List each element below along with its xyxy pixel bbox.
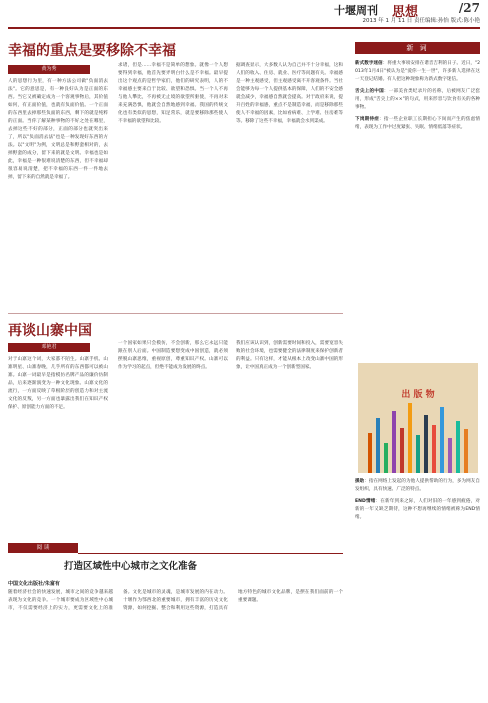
- sidebar-banner: [355, 42, 480, 54]
- sidebar-entry: 下岗期待症：指一些企业职工长期担心下岗而产生的焦虑情绪，表现为工作中过度紧张、失眠、情绪低落等症状。: [355, 117, 480, 130]
- section-name: 思想: [391, 5, 418, 20]
- article1-col3: 据调查显示，大多数人认为自己并不十分幸福，这和人们的收入、住房、就业、医疗等问题有关。幸福感是一种主观感受，但主观感受离不开客观条件。当社会能够为每一个人提供基本的保障，人们的不安全感就会减少，幸福感自然就会提高。对于政府来说，提升百姓的幸福感，重点不是制造幸福，而是移除那些使人不幸福的因素，比如看病难、上学难、住房难等等。移除了这些不幸福，幸福就会水到渠成。: [236, 63, 343, 124]
- magazine-cover-image: [358, 363, 478, 473]
- article1-title: 幸福的重点是要移除不幸福: [8, 43, 176, 59]
- cover-stripe: [456, 421, 460, 473]
- article2-col3: 我们应该认识到，创新需要时间和投入，需要宽容失败的社会环境，也需要健全的法律制度来保护创新者的利益。只有这样，才能从根本上改变山寨中国的形象，让中国真正成为一个创新型国家。: [236, 341, 343, 370]
- article2-author-bar: [8, 343, 90, 352]
- cover-stripe: [464, 429, 468, 473]
- cover-stripe: [432, 425, 436, 473]
- header-rule: [8, 27, 480, 29]
- article2-col2: 一个国家如果只会模仿，不会创新，那么它永远只能跟在别人后面。中国制造要想变成中国创造，就必须摆脱山寨思维，重视原创，尊重知识产权。山寨可以作为学习的起点，但绝不能成为发展的终点。: [118, 341, 228, 370]
- sidebar-text: 指在网络上发起的为他人提供帮助的行为，多为网友自发组织，具有快速、广泛的特点。: [355, 479, 480, 492]
- read-section-title: 打造区域性中心城市之文化准备: [64, 561, 198, 572]
- date-line: 2013 年 1 月 11 日 责任编辑:孙怡 版式:陈小艳: [362, 18, 480, 24]
- cover-stripe: [368, 433, 372, 473]
- article1-author-bar: [8, 65, 90, 74]
- page-header: [0, 0, 488, 28]
- article-divider: [8, 313, 343, 314]
- cover-stripe: [416, 435, 420, 473]
- sidebar-entry: 新式数字迷信：将重大事项安排在谐音吉利的日子。近日，"2013年1月4日"被认为是"爱你一生一世"，许多新人选择在这一天登记结婚。有人把这种现象称为新式数字迷信。: [355, 61, 480, 82]
- cover-stripe: [400, 428, 404, 473]
- read-section-body-wrap: [8, 580, 343, 698]
- sidebar-text: 在新年到来之际，人们对旧的一年感到疲倦，对新的一年又缺乏期待，这种不想再继续的情绪被称为END情绪。: [355, 499, 480, 520]
- magazine-label: 出 版 物: [401, 390, 435, 400]
- sidebar-entry: 舌尖上的中国：一部美食类纪录片的名称，后被网友广泛套用，形成"舌尖上的××"的句式，用来形容与饮食有关的各种事物。: [355, 89, 480, 110]
- read-section-body: 随着经济社会的快速发展，城市之间的竞争越来越表现为文化的竞争。一个城市要成为区域性中心城市，不仅需要经济上的实力，更需要文化上的准备。文化是城市的灵魂，是城市发展的内在动力。十堰作为鄂西北的重要城市，拥有丰富的历史文化资源，如何挖掘、整合和利用这些资源，打造具有地方特色的城市文化品牌，是摆在我们面前的一个重要课题。: [8, 590, 343, 611]
- sidebar-term: 舌尖上的中国: [355, 89, 384, 94]
- article2-title: 再谈山寨中国: [8, 323, 92, 339]
- sidebar-entry: END情绪：在新年到来之际，人们对旧的一年感到疲倦，对新的一年又缺乏期待，这种不想再继续的情绪被称为END情绪。: [355, 499, 480, 520]
- sidebar-entry: 援助：指在网络上发起的为他人提供帮助的行为，多为网友自发组织，具有快速、广泛的特点。: [355, 479, 480, 492]
- article2-author: 邓艳君: [41, 344, 57, 350]
- cover-stripe: [376, 418, 380, 473]
- sidebar-term: 援助: [355, 479, 365, 484]
- sidebar-term: 新式数字迷信: [355, 61, 383, 66]
- sidebar-term: END情绪: [355, 499, 376, 504]
- sidebar-text: 一部美食类纪录片的名称，后被网友广泛套用，形成"舌尖上的××"的句式，用来形容与饮食有关的各种事物。: [355, 89, 480, 110]
- read-section-rule: [78, 553, 343, 554]
- sidebar-text: 指一些企业职工长期担心下岗而产生的焦虑情绪，表现为工作中过度紧张、失眠、情绪低落等症状。: [355, 117, 480, 130]
- article2-col1: 对于山寨这个词，大家都不陌生。山寨手机、山寨明星、山寨春晚，几乎所有的东西都可以被山寨。山寨一词最早是指模仿名牌产品的廉价仿制品，后来逐渐演变为一种文化现象。山寨文化的流行，一方面反映了草根阶层的创造力和对主流文化的反叛，另一方面也暴露出我们在知识产权保护、原创能力方面的不足。: [8, 357, 108, 410]
- cover-stripe: [384, 443, 388, 473]
- cover-stripe: [392, 411, 396, 473]
- sidebar-entries-bottom: [355, 478, 480, 698]
- article1-author: 黄为秀: [41, 66, 57, 72]
- cover-stripe: [448, 438, 452, 473]
- sidebar-label: 新 词: [406, 44, 429, 52]
- sidebar-text: 将重大事项安排在谐音吉利的日子。近日，"2013年1月4日"被认为是"爱你一生一世"，许多新人选择在这一天登记结婚。有人把这种现象称为新式数字迷信。: [355, 61, 480, 82]
- paper-name: 十堰周刊: [334, 4, 378, 17]
- read-section-label: 阅 读: [36, 545, 50, 551]
- sidebar-entries-top: [355, 60, 480, 360]
- sidebar-term: 下岗期待症: [355, 117, 380, 122]
- article1-col1: 人的思想行为里，有一种方法公司做"负面消去法"。它的意思是，有一种良好认为是正面的东西。当它又被确定成为一个客观事物后，其价值如何，有正面价值，也就有负面价值。一个正面的东西里去掉那些负面的东西，剩下的就是纯粹的正面。当你了解某种事物的不好之处在哪里，去掉这些不好的部分，正面的部分也就突出来了，所以"负面消去法"也是一种发现好东西的方法。以"文明"为例，文明总是和野蛮相对的，去掉野蛮的成分，留下来的就是文明。幸福也是如此，幸福是一种很难说清楚的东西，但不幸福却很容易说清楚，把不幸福的东西一件一件地去掉，留下来的自然就是幸福了。: [8, 79, 108, 180]
- article1-col2: 求诸，但是……幸福不是简单的想象。就像一个人想要得到幸福，他首先要弄明白什么是不幸福。最早提出这个观点的是哲学家们，他们的研究表明，人的不幸福感主要来自于比较、欲望和恐惧。当一个人不再与他人攀比，不再被无止境的欲望所驱使，不再对未来充满恐惧，他就会自然地感到幸福。我国的传统文化也有类似的思想，知足常乐，就是要移除那些使人不幸福的欲望和比较。: [118, 63, 228, 124]
- page-number: /27: [458, 1, 480, 15]
- cover-stripe: [408, 403, 412, 473]
- cover-stripe: [440, 407, 444, 473]
- read-section-subtitle: 中国文化出版社/朱富有: [8, 581, 60, 587]
- read-section-banner: [8, 543, 78, 553]
- cover-stripe: [424, 415, 428, 473]
